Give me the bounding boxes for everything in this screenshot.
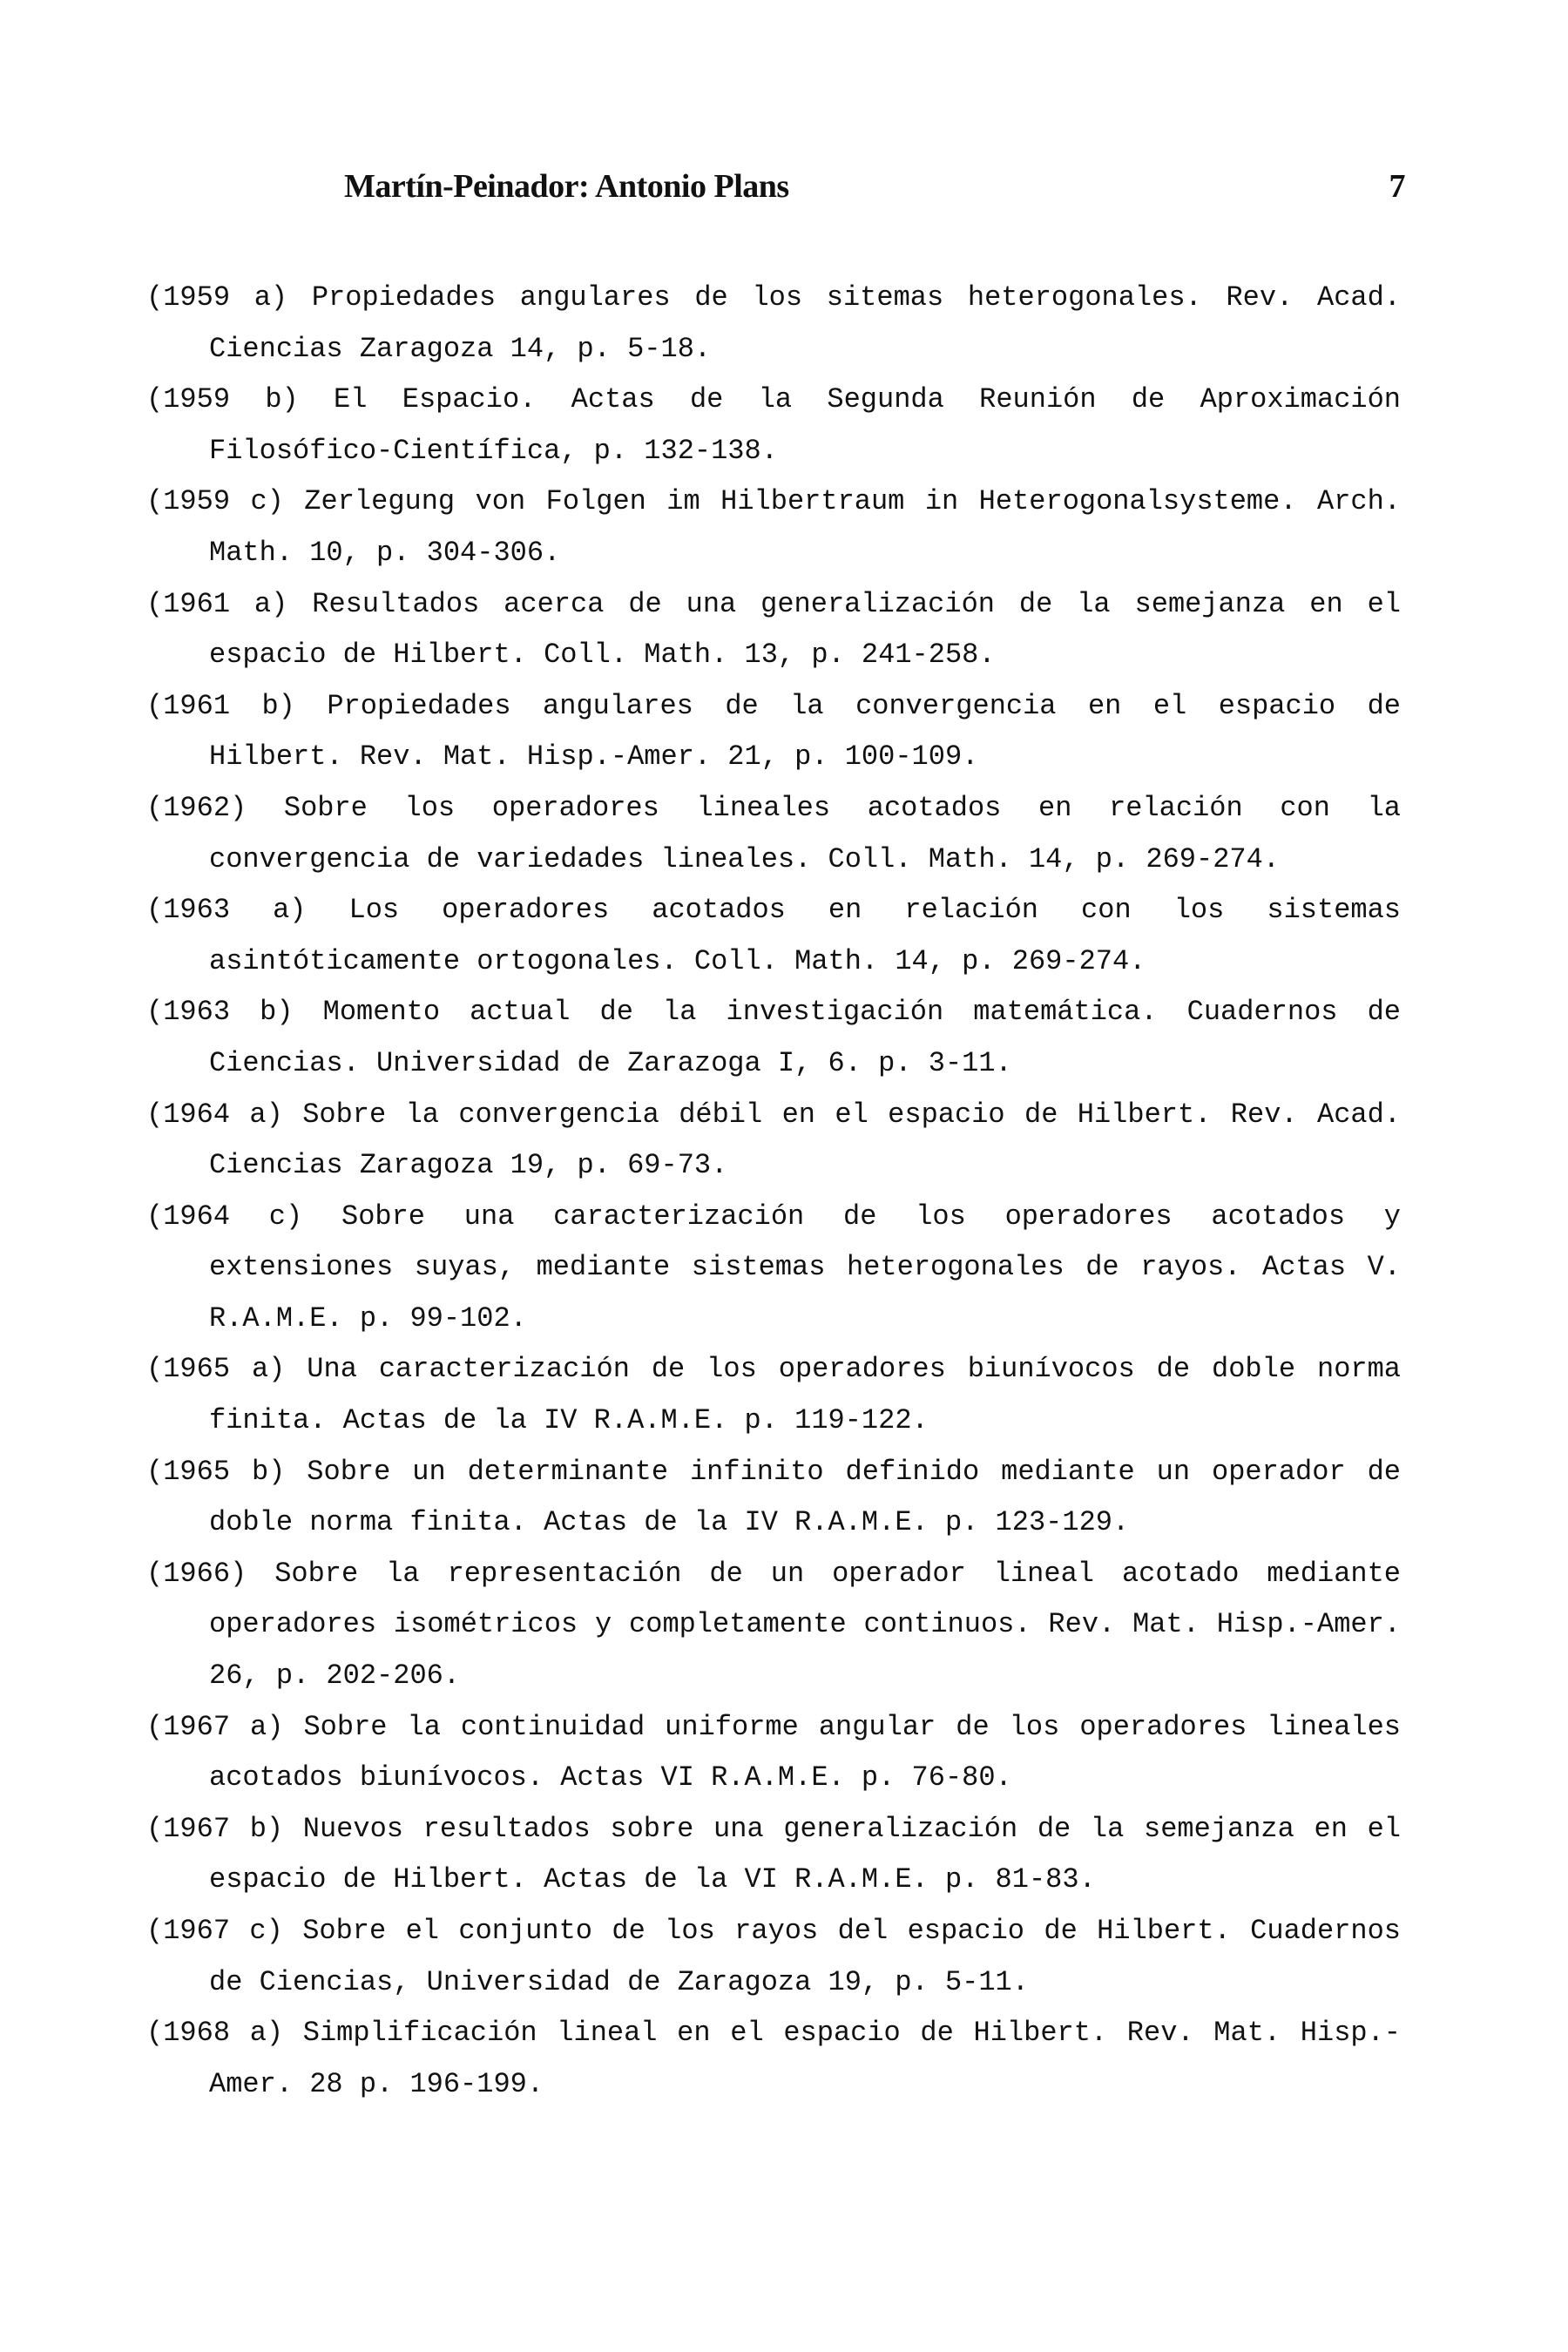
reference-item: (1964 c) Sobre una caracterización de los operadores acotados y extensiones suyas, mediante sistemas heterogonales de rayos. Actas V. R.A.M.E. p. 99-102. xyxy=(146,1200,1401,1335)
reference-item: (1965 a) Una caracterización de los operadores biunívocos de doble norma finita. Actas de la IV R.A.M.E. p. 119-122. xyxy=(146,1353,1401,1437)
reference-item: (1966) Sobre la representación de un operador lineal acotado mediante operadores isométricos y completamente continuos. Rev. Mat. Hisp.-Amer. 26, p. 202-206. xyxy=(146,1557,1401,1693)
reference-item: (1963 a) Los operadores acotados en relación con los sistemas asintóticamente ortogonales. Coll. Math. 14, p. 269-274. xyxy=(146,894,1401,977)
reference-list xyxy=(146,273,1401,2110)
reference-item: (1964 a) Sobre la convergencia débil en el espacio de Hilbert. Rev. Acad. Ciencias Zaragoza 19, p. 69-73. xyxy=(146,1098,1401,1182)
reference-item: (1959 c) Zerlegung von Folgen im Hilbertraum in Heterogonalsysteme. Arch. Math. 10, p. 304-306. xyxy=(146,485,1401,569)
reference-item: (1959 a) Propiedades angulares de los sitemas heterogonales. Rev. Acad. Ciencias Zaragoza 14, p. 5-18. xyxy=(146,281,1401,365)
running-title: Martín-Peinador: Antonio Plans xyxy=(344,168,789,205)
reference-item: (1967 b) Nuevos resultados sobre una generalización de la semejanza en el espacio de Hilbert. Actas de la VI R.A.M.E. p. 81-83. xyxy=(146,1812,1401,1896)
reference-item: (1967 c) Sobre el conjunto de los rayos del espacio de Hilbert. Cuadernos de Ciencias, Universidad de Zaragoza 19, p. 5-11. xyxy=(146,1915,1401,1998)
reference-item: (1961 b) Propiedades angulares de la convergencia en el espacio de Hilbert. Rev. Mat. Hisp.-Amer. 21, p. 100-109. xyxy=(146,689,1401,774)
page-number: 7 xyxy=(1389,168,1405,205)
reference-item: (1963 b) Momento actual de la investigación matemática. Cuadernos de Ciencias. Universidad de Zarazoga I, 6. p. 3-11. xyxy=(146,996,1401,1079)
reference-item: (1961 a) Resultados acerca de una generalización de la semejanza en el espacio de Hilbert. Coll. Math. 13, p. 241-258. xyxy=(146,587,1401,672)
reference-item: (1967 a) Sobre la continuidad uniforme angular de los operadores lineales acotados biunívocos. Actas VI R.A.M.E. p. 76-80. xyxy=(146,1710,1401,1794)
reference-item: (1965 b) Sobre un determinante infinito definido mediante un operador de doble norma finita. Actas de la IV R.A.M.E. p. 123-129. xyxy=(146,1455,1401,1539)
reference-item: (1968 a) Simplificación lineal en el espacio de Hilbert. Rev. Mat. Hisp.-Amer. 28 p. 196-199. xyxy=(146,2017,1401,2100)
reference-item: (1962) Sobre los operadores lineales acotados en relación con la convergencia de variedades lineales. Coll. Math. 14, p. 269-274. xyxy=(146,791,1401,875)
reference-item: (1959 b) El Espacio. Actas de la Segunda Reunión de Aproximación Filosófico-Científica, p. 132-138. xyxy=(146,383,1401,467)
running-head xyxy=(344,167,1405,220)
